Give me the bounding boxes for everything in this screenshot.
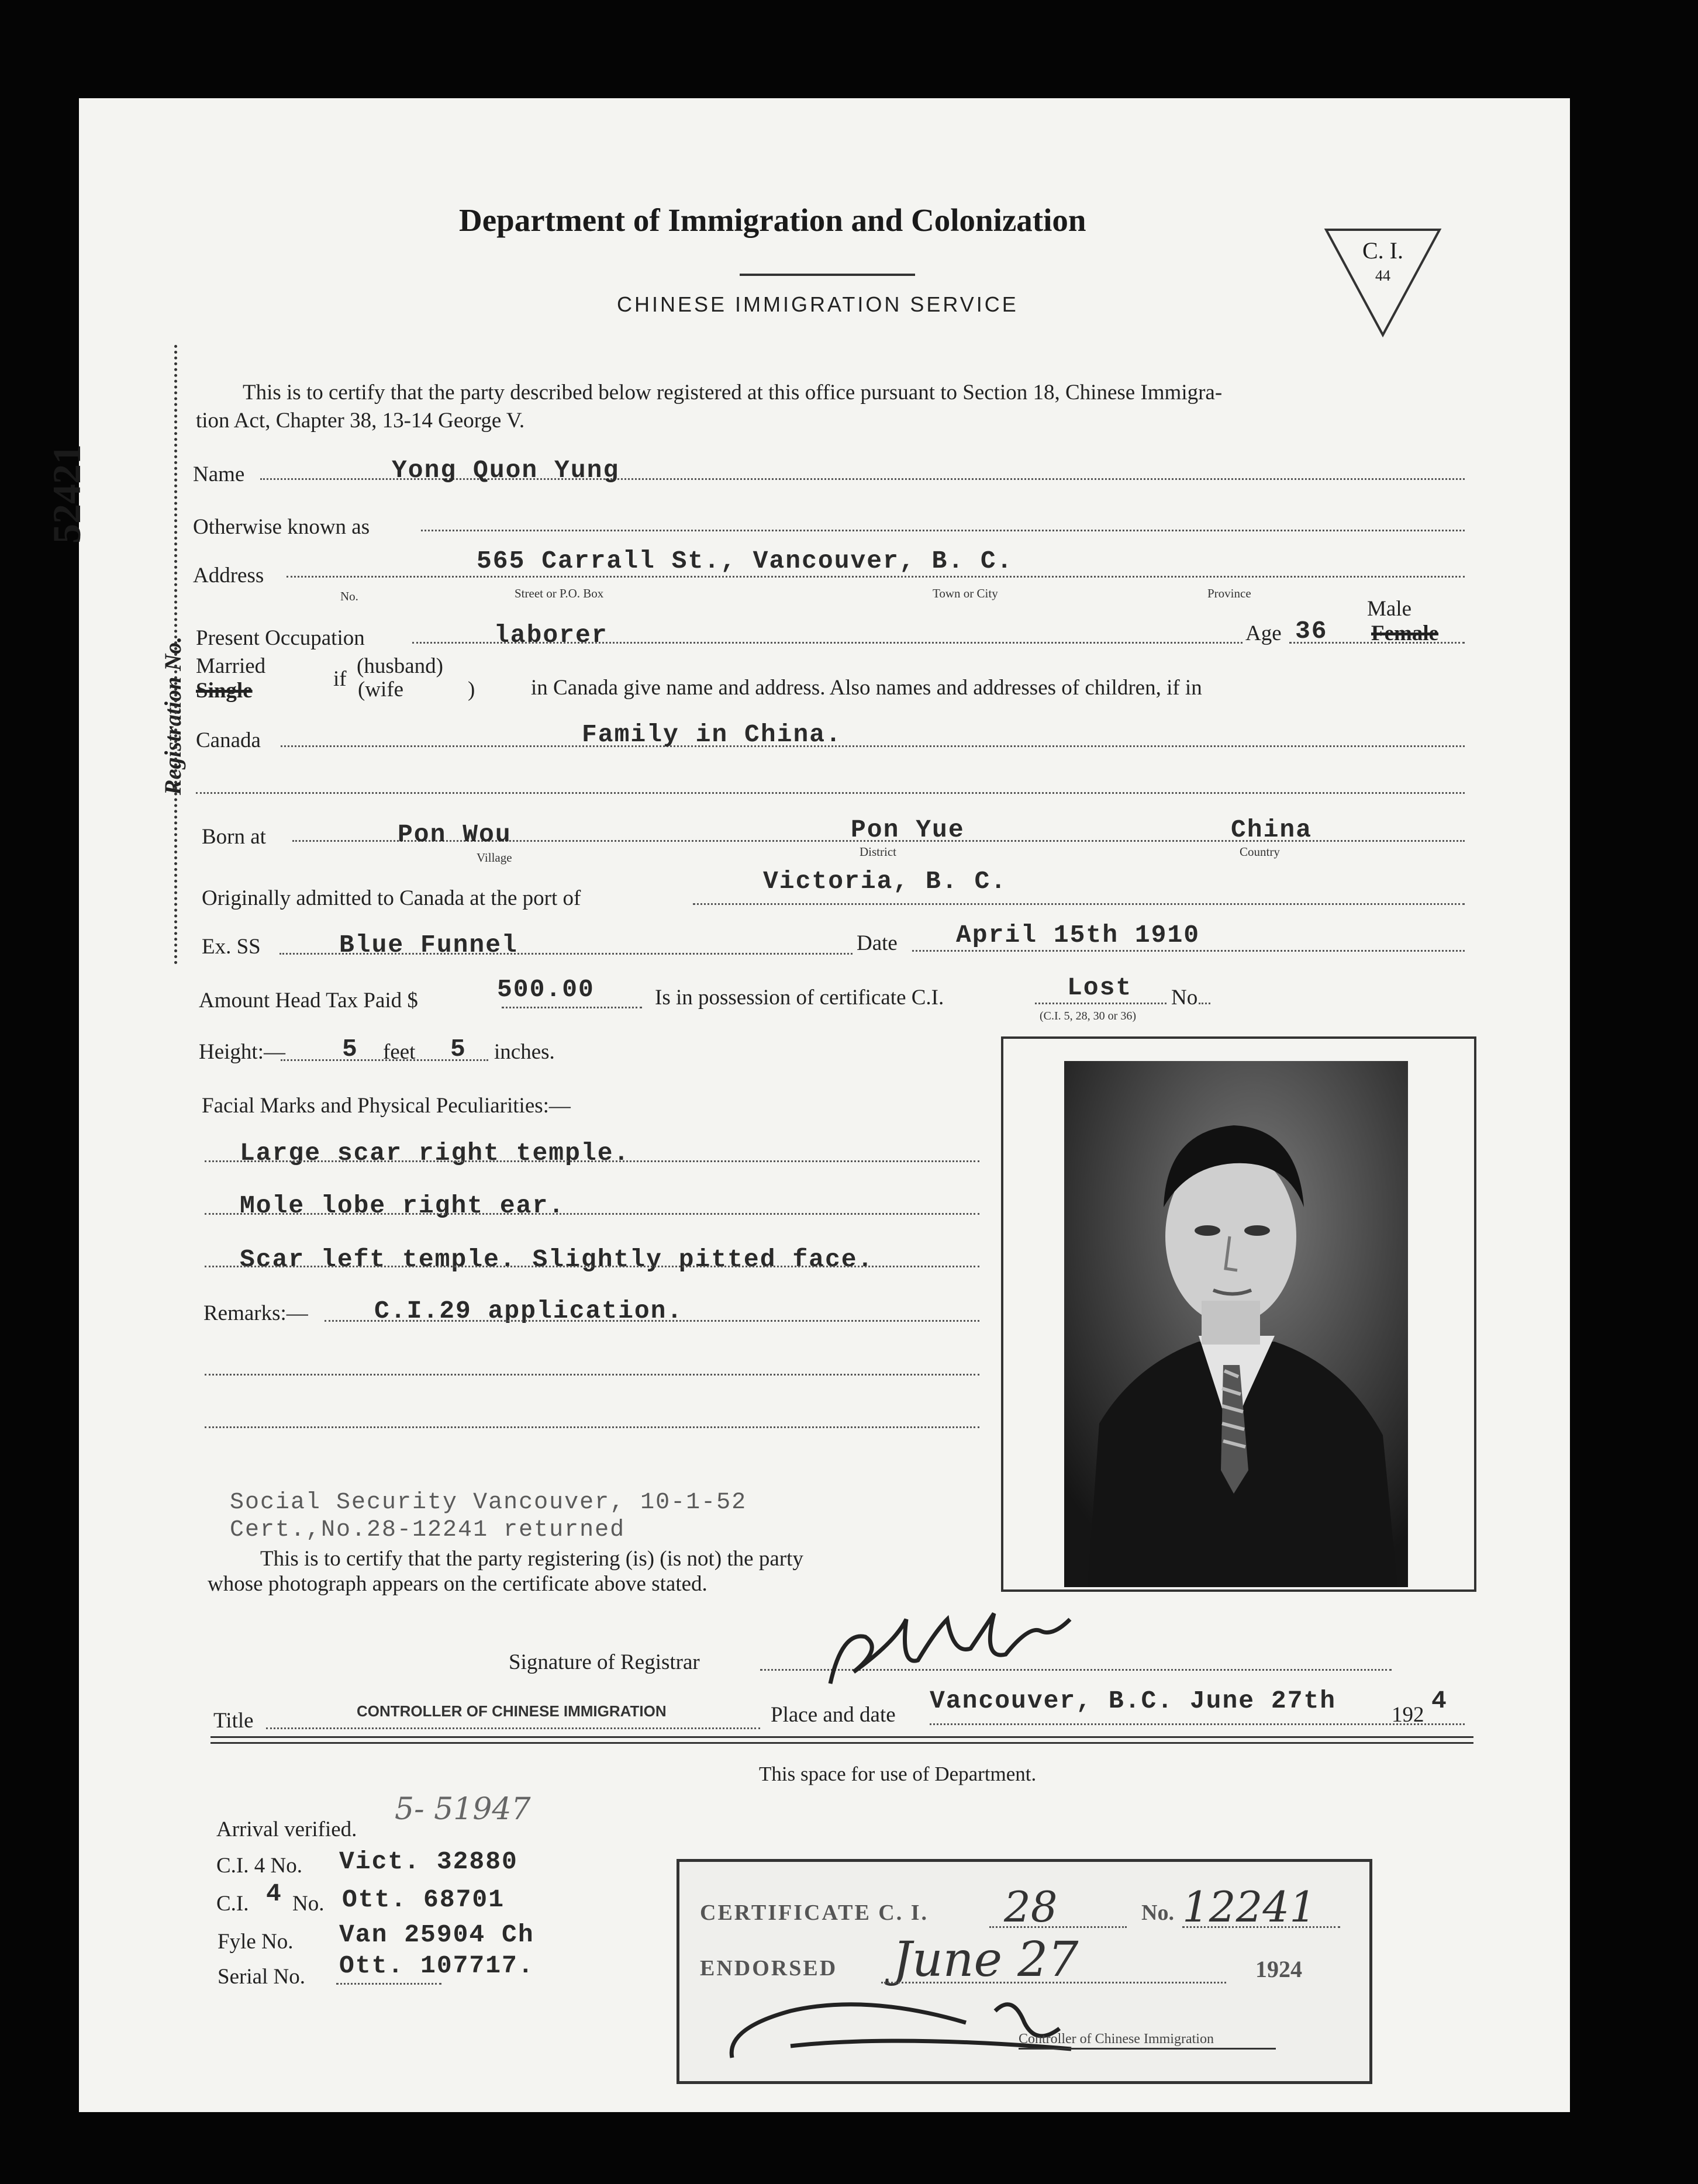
possession-line — [1035, 1003, 1166, 1004]
registration-label: Registration No. — [160, 636, 186, 795]
occupation-value: laborer — [494, 621, 608, 649]
born-district: Pon Yue — [851, 815, 965, 844]
place-label: Place and date — [771, 1703, 896, 1727]
form-badge-line2: 44 — [1375, 267, 1390, 284]
remarks-dots-1 — [325, 1320, 979, 1322]
wife-paren-close: ) — [468, 678, 475, 701]
department-title: Department of Immigration and Colonization — [459, 202, 1086, 238]
serial-line — [336, 1983, 441, 1985]
remarks-value: C.I.29 application. — [374, 1297, 684, 1325]
applicant-photo — [1064, 1061, 1408, 1587]
village-sub: Village — [477, 851, 512, 865]
remarks-dots-2 — [205, 1374, 979, 1376]
possession-value: Lost — [1067, 973, 1133, 1002]
possession-no-label: No — [1171, 986, 1198, 1010]
title-label: Title — [213, 1709, 254, 1733]
certify-line-1: This is to certify that the party described below registered at this office pursuant to Section 18, Chinese Immigra- — [243, 381, 1223, 405]
serial-label: Serial No. — [218, 1965, 306, 1989]
address-sub-town: Town or City — [933, 586, 998, 600]
name-label: Name — [193, 462, 245, 486]
registration-number: 52421 — [44, 444, 89, 544]
date-value: April 15th 1910 — [956, 921, 1200, 949]
married-label: Married — [196, 654, 266, 678]
port-label: Originally admitted to Canada at the port of — [202, 886, 581, 910]
social-security-line-1: Social Security Vancouver, 10-1-52 — [230, 1490, 747, 1516]
born-label: Born at — [202, 825, 266, 849]
form-badge-line1: C. I. — [1362, 237, 1403, 264]
wife-label: (wife — [358, 678, 404, 701]
form-badge — [1321, 225, 1444, 339]
port-value: Victoria, B. C. — [763, 867, 1007, 896]
fyle-value: Van 25904 Ch — [339, 1920, 534, 1949]
address-sub-no: No. — [340, 589, 358, 603]
facial-dots-1 — [205, 1160, 979, 1162]
ci4-no-2: No. — [292, 1892, 325, 1916]
port-line — [693, 903, 1465, 905]
certify-line-2: tion Act, Chapter 38, 13-14 George V. — [196, 409, 525, 433]
district-sub: District — [860, 845, 896, 859]
if-label: if — [333, 667, 347, 691]
possession-no-line — [1199, 1003, 1210, 1004]
address-line — [287, 576, 1465, 578]
stamp-no-label: No. — [1141, 1900, 1174, 1925]
address-sub-street: Street or P.O. Box — [515, 586, 604, 600]
year-suffix: 4 — [1431, 1687, 1448, 1715]
height-feet: 5 — [342, 1035, 358, 1063]
stamp-endorsed-value: June 27 — [893, 1932, 1079, 1988]
ci4-label-1: C.I. 4 No. — [216, 1854, 302, 1878]
registrar-label: Signature of Registrar — [509, 1650, 700, 1674]
facial-line-1: Large scar right temple. — [240, 1139, 630, 1167]
canada-label: Canada — [196, 728, 261, 752]
stamp-footer-line — [1019, 2048, 1276, 2050]
stamp-certificate-ci: 28 — [1004, 1882, 1058, 1931]
otherwise-label: Otherwise known as — [193, 515, 370, 539]
headtax-label: Amount Head Tax Paid $ — [199, 989, 418, 1012]
serial-value: Ott. 107717. — [339, 1951, 534, 1980]
endorsement-stamp — [677, 1859, 1372, 2084]
stamp-certificate-no: 12241 — [1182, 1882, 1317, 1931]
occupation-label: Present Occupation — [196, 626, 365, 650]
place-line — [930, 1723, 1465, 1725]
year-prefix: 192 — [1392, 1703, 1424, 1727]
height-line — [281, 1059, 488, 1061]
single-struck: Single — [196, 679, 253, 703]
ci4-value-2: Ott. 68701 — [342, 1885, 505, 1914]
address-sub-province: Province — [1207, 586, 1251, 600]
stamp-year: 1924 — [1255, 1956, 1302, 1982]
social-security-line-2: Cert.,No.28-12241 returned — [230, 1517, 626, 1543]
stamp-footer: Controller of Chinese Immigration — [1019, 2031, 1214, 2047]
sex-female-struck: Female — [1371, 621, 1439, 645]
headtax-line — [502, 1007, 642, 1008]
born-village: Pon Wou — [398, 820, 512, 849]
stamp-endorsed-label: ENDORSED — [700, 1956, 838, 1981]
otherwise-line — [421, 530, 1465, 531]
stamp-signature — [720, 1988, 1130, 2069]
possession-sub: (C.I. 5, 28, 30 or 36) — [1040, 1010, 1136, 1022]
ci4-value-1: Vict. 32880 — [339, 1847, 518, 1876]
headtax-value: 500.00 — [497, 975, 595, 1004]
canada-line — [281, 745, 1465, 747]
age-value: 36 — [1295, 617, 1328, 645]
country-sub: Country — [1240, 845, 1280, 859]
department-divider-1 — [210, 1736, 1473, 1738]
address-value: 565 Carrall St., Vancouver, B. C. — [477, 547, 1013, 575]
stamp-certificate-label: CERTIFICATE C. I. — [700, 1900, 929, 1925]
photo-certify-line-2: whose photograph appears on the certificate above stated. — [208, 1572, 708, 1596]
facial-label: Facial Marks and Physical Peculiarities:— — [202, 1094, 571, 1118]
name-value: Yong Quon Yung — [392, 456, 620, 485]
remarks-dots-3 — [205, 1426, 979, 1428]
stamp-endorsed-line — [881, 1982, 1226, 1983]
perforation-line — [174, 345, 177, 965]
husband-label: (husband) — [357, 654, 443, 678]
age-line — [1289, 642, 1465, 644]
exss-value: Blue Funnel — [339, 931, 518, 959]
canada-line-2 — [196, 792, 1465, 794]
department-divider-2 — [210, 1742, 1473, 1744]
canada-text: in Canada give name and address. Also names and addresses of children, if in — [531, 676, 1202, 700]
place-value: Vancouver, B.C. June 27th — [930, 1687, 1337, 1715]
address-label: Address — [193, 564, 264, 588]
remarks-label: Remarks:— — [203, 1301, 308, 1325]
fyle-label: Fyle No. — [218, 1930, 294, 1954]
registrar-signature — [819, 1596, 1111, 1701]
header-divider — [740, 274, 915, 276]
height-inches: 5 — [450, 1035, 467, 1063]
inches-label: inches. — [494, 1040, 555, 1064]
facial-line-3: Scar left temple. Slightly pitted face. — [240, 1245, 874, 1274]
facial-line-2: Mole lobe right ear. — [240, 1191, 565, 1220]
date-line — [912, 950, 1465, 952]
arrival-value: 5- 51947 — [395, 1792, 531, 1827]
service-title: CHINESE IMMIGRATION SERVICE — [617, 292, 1019, 316]
feet-label: feet — [383, 1040, 416, 1064]
facial-dots-3 — [205, 1266, 979, 1267]
exss-label: Ex. SS — [202, 935, 261, 959]
ci4-num-2: 4 — [266, 1879, 282, 1908]
stamp-no-line — [1182, 1926, 1340, 1928]
age-label: Age — [1245, 621, 1282, 645]
title-line — [266, 1727, 760, 1729]
sex-male: Male — [1367, 597, 1412, 621]
photo-certify-line-1: This is to certify that the party registering (is) (is not) the party — [260, 1547, 803, 1571]
title-value: CONTROLLER OF CHINESE IMMIGRATION — [357, 1702, 667, 1720]
portrait-image — [1064, 1061, 1408, 1587]
facial-dots-2 — [205, 1213, 979, 1215]
arrival-label: Arrival verified. — [216, 1817, 357, 1841]
height-label: Height:— — [199, 1040, 285, 1064]
possession-label: Is in possession of certificate C.I. — [655, 986, 944, 1010]
department-use-heading: This space for use of Department. — [759, 1763, 1037, 1785]
ci4-label-2: C.I. — [216, 1892, 249, 1916]
stamp-ci-line — [989, 1926, 1127, 1928]
date-label: Date — [857, 931, 898, 955]
born-country: China — [1231, 815, 1313, 844]
canada-value: Family in China. — [582, 720, 842, 749]
